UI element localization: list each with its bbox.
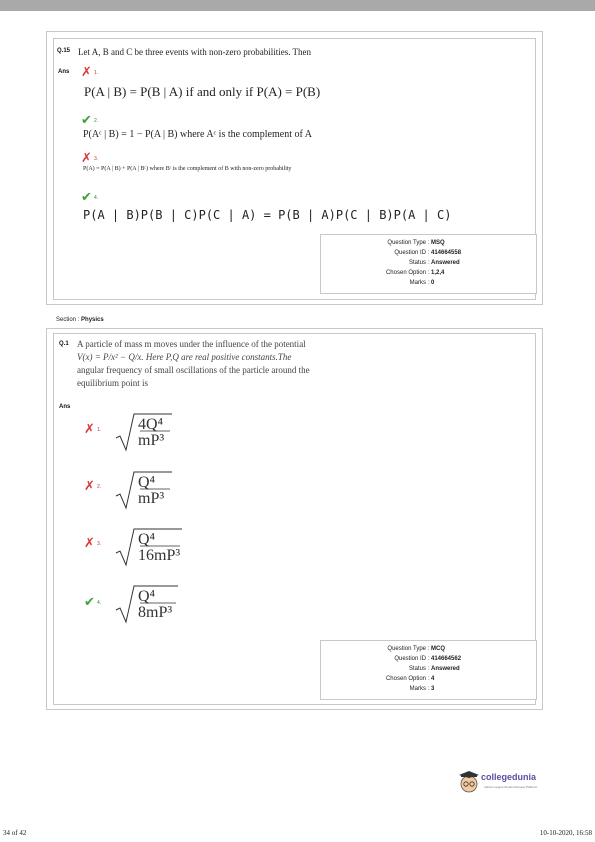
info-key: Question ID [394,656,426,662]
fraction-denominator: mP³ [138,432,165,449]
question-type-value: MSQ [431,240,445,246]
info-key: Marks [409,686,426,692]
marks-value: 3 [431,686,435,692]
collegedunia-logo [458,770,548,794]
mascot-icon [458,771,480,793]
chosen-option-value: 4 [431,676,435,682]
info-key: Question Type [387,240,426,246]
ans-label: Ans [58,69,70,75]
fraction-denominator: 8mP³ [138,604,173,621]
option-number: 3. [97,541,102,547]
print-timestamp: 10-10-2020, 16:58 [539,829,592,837]
option-number: 1. [97,427,102,433]
question-id-value: 414664558 [431,250,462,256]
ans-label: Ans [59,404,71,410]
question-type-value: MCQ [431,646,445,652]
option-number: 3. [94,156,99,162]
option-number: 2. [97,484,102,490]
fraction-numerator: Q⁴ [138,588,156,605]
correct-check-icon: ✔ [81,113,92,128]
logo-tagline: India's Largest Student Review Platform [484,785,538,789]
question-text-line: angular frequency of small oscillations of the particle around the [77,365,310,375]
fraction-numerator: 4Q⁴ [138,416,164,433]
marks-value: 0 [431,280,435,286]
wrong-cross-icon: ✗ [81,65,92,80]
wrong-cross-icon: ✗ [81,151,92,166]
option-text: P(A | B)P(B | C)P(C | A) = P(B | A)P(C | B)P(A | C) [83,208,452,222]
question-text: Let A, B and C be three events with non-zero probabilities. Then [78,47,312,57]
question-number: Q.15 [57,48,71,54]
question-number: Q.1 [59,341,69,347]
option-number: 4. [97,600,102,606]
wrong-cross-icon: ✗ [84,479,95,494]
option-number: 4. [94,195,99,201]
question-text-line: V(x) = P/x² − Q/x. Here P,Q are real positive constants.The [77,352,292,362]
status-value: Answered [431,666,460,672]
option-text: P(A | B) = P(B | A) if and only if P(A) = P(B) [84,84,321,99]
chosen-option-value: 1,2,4 [431,270,445,276]
correct-check-icon: ✔ [81,190,92,205]
status-value: Answered [431,260,460,266]
option-text: P(A) = P(A | B) + P(A | Bᶜ) where Bᶜ is the complement of B with non-zero probability [83,166,292,172]
wrong-cross-icon: ✗ [84,422,95,437]
logo-name: collegedunia [481,772,537,782]
info-key: Chosen Option [385,676,426,682]
info-key: Status [408,260,426,266]
browser-top-bar [0,0,595,11]
wrong-cross-icon: ✗ [84,536,95,551]
option-number: 2. [94,118,99,124]
question-panel-q1 [46,328,543,710]
question-box [53,333,536,705]
question-text-line: A particle of mass m moves under the influence of the potential [77,339,306,349]
question-id-value: 414664562 [431,656,462,662]
fraction-denominator: 16mP³ [138,547,181,564]
info-key: Marks [409,280,426,286]
question-info-box: Question Type : MCQ Question ID : 414664562 Status : Answered Chosen Option : 4 Marks : 3 [320,640,537,700]
question-box [53,38,536,300]
fraction-numerator: Q⁴ [138,531,156,548]
fraction-numerator: Q⁴ [138,474,156,491]
info-key: Chosen Option [385,270,426,276]
section-name: Physics [81,317,104,323]
question-info-box: Question Type : MSQ Question ID : 414664558 Status : Answered Chosen Option : 1,2,4 Marks : 0 [320,234,537,294]
section-label: Section : Physics [56,317,104,323]
info-key: Question ID [394,250,426,256]
info-key: Status [408,666,426,672]
correct-check-icon: ✔ [84,595,95,610]
fraction-denominator: mP³ [138,490,165,507]
option-number: 1. [94,70,99,76]
question-text-line: equilibrium point is [77,378,148,388]
page-counter: 34 of 42 [3,829,27,837]
option-text: P(Aᶜ | B) = 1 − P(A | B) where Aᶜ is the complement of A [83,129,312,140]
question-panel-q15 [46,31,543,305]
info-key: Question Type [387,646,426,652]
